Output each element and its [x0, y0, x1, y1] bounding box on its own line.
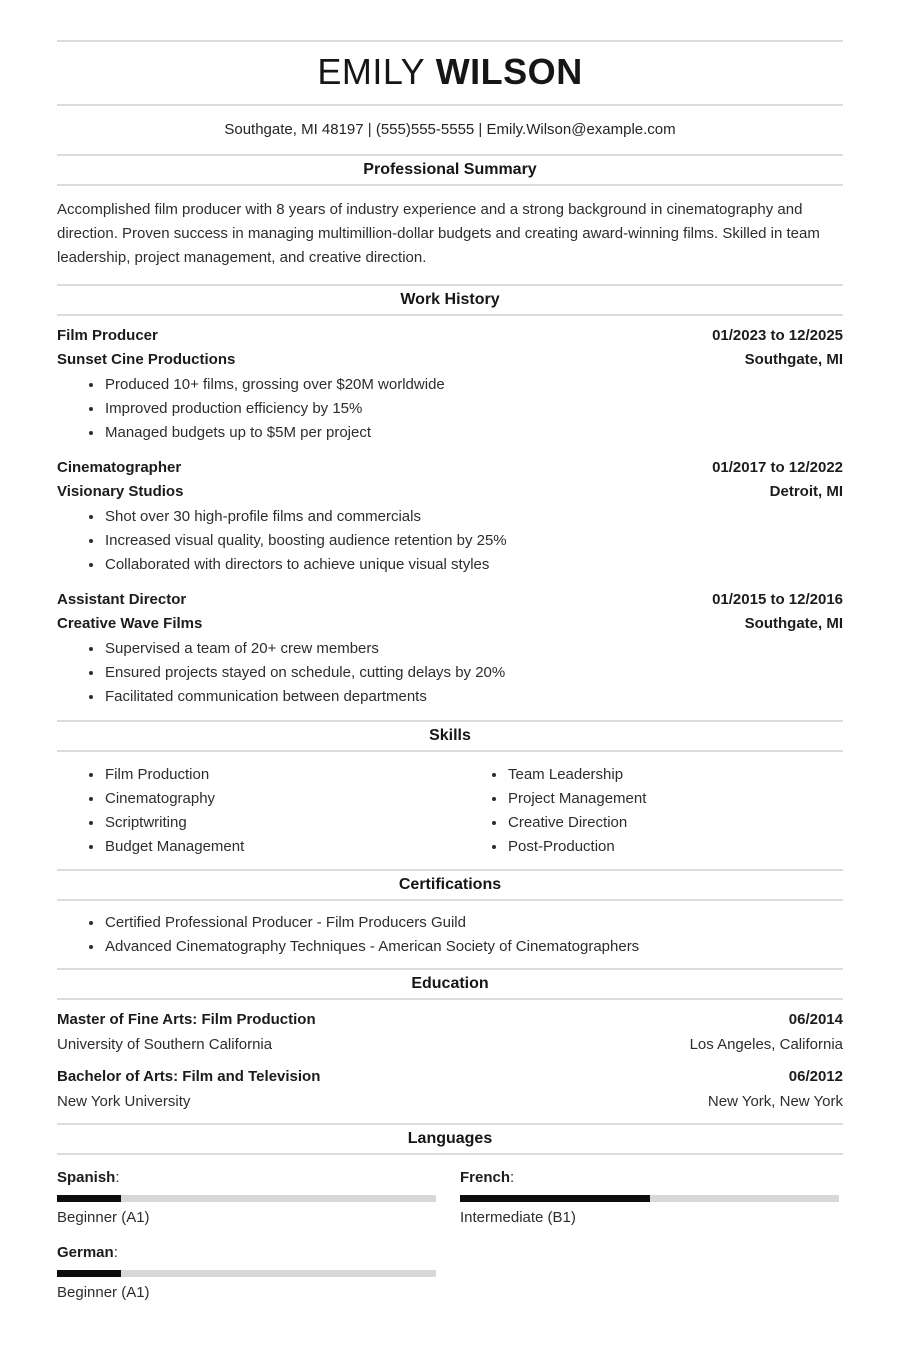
job-entry — [57, 588, 843, 709]
skills-column-left — [57, 763, 440, 859]
language-name: French — [460, 1169, 511, 1186]
school: University of Southern California — [57, 1036, 273, 1053]
section-title-education: Education — [411, 975, 489, 992]
language-entry — [460, 1165, 843, 1230]
job-entry — [57, 456, 843, 577]
language-proficiency-fill — [460, 1195, 650, 1202]
job-company: Visionary Studios — [57, 483, 184, 500]
job-bullet: • Managed budgets up to $5M per project — [104, 421, 843, 445]
skill-item: • Team Leadership — [507, 763, 843, 787]
candidate-name — [57, 42, 843, 104]
job-company: Creative Wave Films — [57, 615, 203, 632]
language-name: German — [57, 1244, 114, 1261]
work-history-section — [57, 316, 843, 709]
certifications-section — [57, 901, 843, 968]
job-bullet: • Produced 10+ films, grossing over $20M worldwide — [104, 373, 843, 397]
job-bullet: • Improved production efficiency by 15% — [104, 397, 843, 421]
education-subheader-row — [57, 1032, 843, 1057]
job-location: Detroit, MI — [769, 483, 843, 500]
skill-item: • Creative Direction — [507, 811, 843, 835]
language-label — [460, 1165, 843, 1191]
job-dates: 01/2015 to 12/2016 — [712, 591, 843, 608]
language-level: Beginner (A1) — [57, 1284, 150, 1301]
language-level: Intermediate (B1) — [460, 1209, 576, 1226]
section-title-work-history: Work History — [400, 291, 500, 308]
language-colon: : — [510, 1169, 515, 1186]
job-dates: 01/2023 to 12/2025 — [712, 327, 843, 344]
job-header-row — [57, 456, 843, 480]
job-bullet-list — [57, 373, 843, 445]
education-entry — [57, 1064, 843, 1114]
language-entry — [57, 1240, 440, 1305]
skill-item: • Film Production — [104, 763, 440, 787]
certification-list — [57, 911, 843, 959]
job-title: Assistant Director — [57, 591, 187, 608]
language-colon: : — [115, 1169, 120, 1186]
language-entry — [57, 1165, 440, 1230]
section-title-skills: Skills — [429, 727, 471, 744]
education-entry — [57, 1007, 843, 1057]
skills-column-right — [460, 763, 843, 859]
language-proficiency-bar — [57, 1195, 436, 1202]
skill-item: • Project Management — [507, 787, 843, 811]
language-proficiency-fill — [57, 1270, 121, 1277]
education-subheader-row — [57, 1089, 843, 1114]
certification-item: • Certified Professional Producer - Film Producers Guild — [104, 911, 843, 935]
graduation-date: 06/2012 — [788, 1068, 843, 1085]
last-name: WILSON — [435, 51, 583, 92]
job-location: Southgate, MI — [744, 351, 843, 368]
job-bullet-list — [57, 637, 843, 709]
job-subheader-row — [57, 348, 843, 372]
school-location: Los Angeles, California — [689, 1036, 843, 1053]
summary-text: Accomplished film producer with 8 years of industry experience and a strong background in cinematography and direction. Proven success in managing multimillion-dollar budgets and creating award-winning films. Skilled in team leadership, project management, and creative direction. — [57, 201, 820, 266]
skill-item: • Cinematography — [104, 787, 440, 811]
job-location: Southgate, MI — [744, 615, 843, 632]
language-level: Beginner (A1) — [57, 1209, 150, 1226]
education-section — [57, 1000, 843, 1123]
job-bullet: • Collaborated with directors to achieve unique visual styles — [104, 553, 843, 577]
job-bullet: • Increased visual quality, boosting audience retention by 25% — [104, 529, 843, 553]
job-dates: 01/2017 to 12/2022 — [712, 459, 843, 476]
skill-item: • Budget Management — [104, 835, 440, 859]
language-proficiency-bar — [460, 1195, 839, 1202]
job-bullet: • Facilitated communication between departments — [104, 685, 843, 709]
skill-item: • Post-Production — [507, 835, 843, 859]
language-label — [57, 1240, 440, 1266]
contact-line: Southgate, MI 48197 | (555)555-5555 | Emily.Wilson@example.com — [224, 121, 676, 138]
language-proficiency-bar — [57, 1270, 436, 1277]
language-name: Spanish — [57, 1169, 116, 1186]
skills-section — [57, 752, 843, 869]
job-bullet: • Shot over 30 high-profile films and commercials — [104, 505, 843, 529]
job-title: Cinematographer — [57, 459, 182, 476]
section-title-summary: Professional Summary — [363, 161, 537, 178]
school-location: New York, New York — [707, 1093, 843, 1110]
language-proficiency-fill — [57, 1195, 121, 1202]
job-subheader-row — [57, 612, 843, 636]
degree: Master of Fine Arts: Film Production — [57, 1011, 316, 1028]
job-title: Film Producer — [57, 327, 158, 344]
languages-section — [57, 1155, 843, 1315]
skill-item: • Scriptwriting — [104, 811, 440, 835]
job-subheader-row — [57, 480, 843, 504]
language-colon: : — [113, 1244, 118, 1261]
school: New York University — [57, 1093, 191, 1110]
first-name: EMILY — [317, 51, 426, 92]
job-header-row — [57, 324, 843, 348]
certification-item: • Advanced Cinematography Techniques - American Society of Cinematographers — [104, 935, 843, 959]
job-entry — [57, 324, 843, 445]
degree: Bachelor of Arts: Film and Television — [57, 1068, 321, 1085]
job-bullet-list — [57, 505, 843, 577]
education-header-row — [57, 1064, 843, 1089]
education-header-row — [57, 1007, 843, 1032]
job-header-row — [57, 588, 843, 612]
section-title-certifications: Certifications — [398, 876, 502, 893]
language-label — [57, 1165, 440, 1191]
section-title-languages: Languages — [407, 1130, 493, 1147]
job-company: Sunset Cine Productions — [57, 351, 236, 368]
graduation-date: 06/2014 — [788, 1011, 843, 1028]
job-bullet: • Ensured projects stayed on schedule, cutting delays by 20% — [104, 661, 843, 685]
job-bullet: • Supervised a team of 20+ crew members — [104, 637, 843, 661]
